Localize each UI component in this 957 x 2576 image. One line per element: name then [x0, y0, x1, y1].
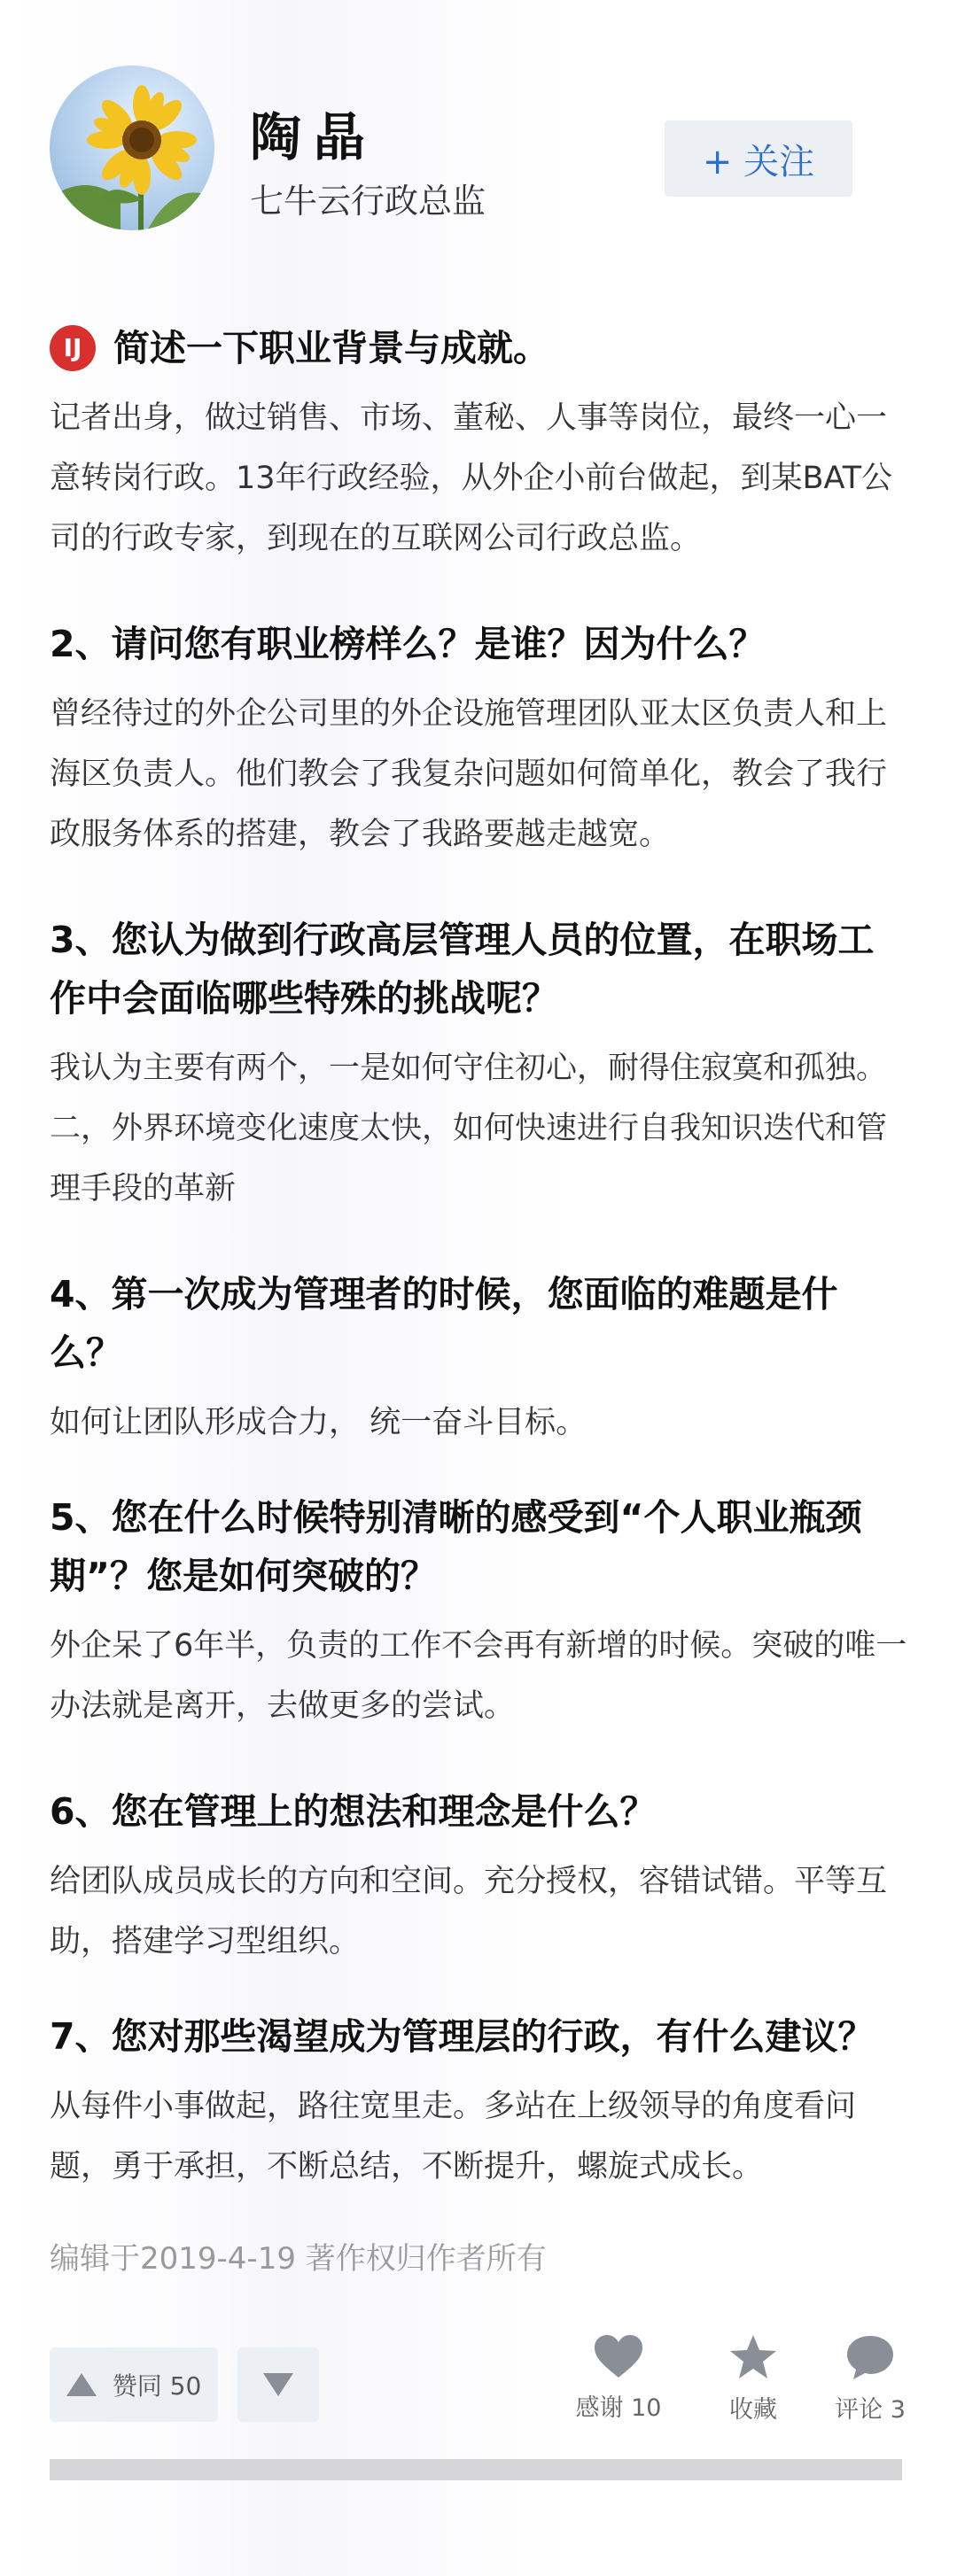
- upvote-button[interactable]: [50, 2347, 218, 2422]
- arrow-up-icon: [66, 2373, 97, 2396]
- question-heading: [50, 1488, 907, 1605]
- qa-item: [50, 1488, 907, 1736]
- answer-content: [50, 319, 907, 2197]
- collect-button[interactable]: [691, 2333, 815, 2425]
- comment-label: 评论 3: [835, 2396, 906, 2424]
- upvote-label: 赞同 50: [112, 2371, 202, 2401]
- thanks-label: 感谢 10: [575, 2394, 662, 2422]
- bottom-divider: [50, 2459, 902, 2480]
- question-text: 4、第一次成为管理者的时候，您面临的难题是什么？: [50, 1273, 838, 1374]
- downvote-button[interactable]: [237, 2347, 319, 2422]
- question-heading: [50, 615, 907, 673]
- thanks-button[interactable]: [556, 2333, 681, 2423]
- follow-button[interactable]: + 关注: [665, 120, 852, 197]
- question-badge-icon: IJ: [50, 325, 96, 371]
- question-text: 2、请问您有职业榜样么？是谁？因为什么？: [50, 623, 766, 665]
- question-heading: [50, 319, 907, 377]
- answer-text: 给团队成员成长的方向和空间。充分授权，容错试错。平等互助，搭建学习型组织。: [50, 1864, 888, 1959]
- answer-text: 外企呆了6年半，负责的工作不会再有新增的时候。突破的唯一办法就是离开，去做更多的尝试。: [50, 1628, 907, 1724]
- heart-icon: [593, 2333, 644, 2379]
- arrow-down-icon: [263, 2373, 293, 2396]
- sunflower-avatar-image: [50, 66, 214, 230]
- answer-text: 我认为主要有两个，一是如何守住初心，耐得住寂寞和孤独。二，外界环境变化速度太快，如何快速进行自我知识迭代和管理手段的革新: [50, 1051, 888, 1207]
- qa-item: [50, 319, 907, 569]
- qa-item: [50, 1265, 907, 1453]
- author-title: 七牛云行政总监: [250, 182, 486, 221]
- edit-meta: 编辑于2019-4-19 著作权归作者所有: [50, 2241, 547, 2277]
- author-name[interactable]: 陶晶: [250, 107, 378, 167]
- question-text: 5、您在什么时候特别清晰的感受到“个人职业瓶颈期”？您是如何突破的？: [50, 1496, 862, 1597]
- answer-text: 从每件小事做起，路往宽里走。多站在上级领导的角度看问题，勇于承担，不断总结，不断提升，螺旋式成长。: [50, 2089, 857, 2184]
- question-text: 7、您对那些渴望成为管理层的行政，有什么建议？: [50, 2015, 875, 2058]
- question-text: 简述一下职业背景与成就。: [113, 327, 549, 369]
- comment-button[interactable]: [808, 2333, 932, 2425]
- avatar[interactable]: [50, 66, 214, 230]
- question-text: 6、您在管理上的想法和理念是什么？: [50, 1790, 657, 1833]
- question-heading: [50, 1782, 907, 1841]
- qa-item: [50, 615, 907, 865]
- qa-item: [50, 1782, 907, 1972]
- question-text: 3、您认为做到行政高层管理人员的位置，在职场工作中会面临哪些特殊的挑战呢？: [50, 919, 875, 1020]
- collect-label: 收藏: [729, 2396, 777, 2424]
- answer-text: 记者出身，做过销售、市场、董秘、人事等岗位，最终一心一意转岗行政。13年行政经验，从外企小前台做起，到某BAT公司的行政专家，到现在的互联网公司行政总监。: [50, 400, 893, 556]
- question-heading: [50, 1265, 907, 1382]
- question-heading: [50, 2007, 907, 2066]
- qa-item: [50, 2007, 907, 2197]
- comment-bubble-icon: [844, 2333, 896, 2381]
- answer-text: 曾经待过的外企公司里的外企设施管理团队亚太区负责人和上海区负责人。他们教会了我复杂问题如何简单化，教会了我行政服务体系的搭建，教会了我路要越走越宽。: [50, 696, 888, 852]
- answer-text: 如何让团队形成合力， 统一奋斗目标。: [50, 1405, 587, 1440]
- question-heading: [50, 911, 907, 1028]
- qa-item: [50, 911, 907, 1219]
- star-icon: [728, 2333, 778, 2381]
